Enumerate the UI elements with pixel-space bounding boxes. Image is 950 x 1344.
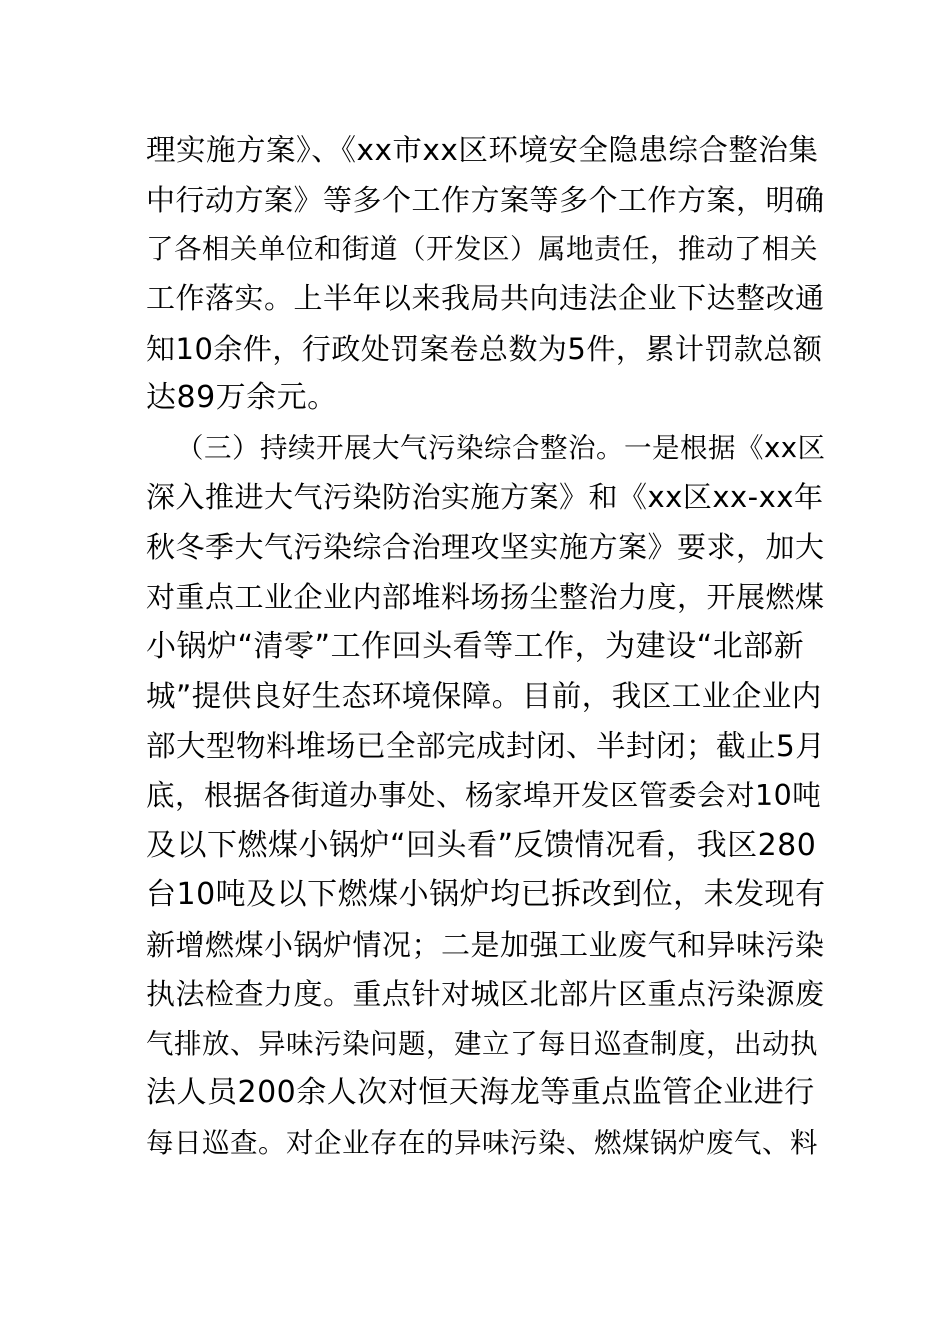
text-line: 城”提供良好生态环境保障。目前，我区工业企业内 [146,679,822,713]
text-line: 知10余件，行政处罚案卷总数为5件，累计罚款总额 [146,332,823,366]
text-line: 部大型物料堆场已全部完成封闭、半封闭；截止5月 [146,729,826,763]
text-line: 每日巡查。对企业存在的异味污染、燃煤锅炉废气、料 [146,1127,818,1159]
text-line: 法人员200余人次对恒天海龙等重点监管企业进行 [146,1075,815,1110]
text-line: 对重点工业企业内部堆料场扬尘整治力度，开展燃煤 [146,580,825,614]
text-line: 执法检查力度。重点针对城区北部片区重点污染源废 [146,977,825,1011]
text-line: 秋冬季大气污染综合治理攻坚实施方案》要求，加大 [146,530,825,564]
text-line: 理实施方案》、《xx市xx区环境安全隐患综合整治集 [146,133,819,167]
text-line: 台10吨及以下燃煤小锅炉均已拆改到位，未发现有 [146,877,826,912]
text-line: 小锅炉“清零”工作回头看等工作，为建设“北部新 [146,629,805,664]
text-line: 中行动方案》等多个工作方案等多个工作方案，明确 [146,183,825,217]
text-line: 及以下燃煤小锅炉“回头看”反馈情况看，我区280 [146,828,817,863]
text-line: 达89万余元。 [146,380,338,415]
text-line: 工作落实。上半年以来我局共向违法企业下达整改通 [146,281,825,315]
text-line: 气排放、异味污染问题，建立了每日巡查制度，出动执 [146,1028,818,1060]
text-line: 深入推进大气污染防治实施方案》和《xx区xx-xx年 [146,480,824,514]
text-line: 了各相关单位和街道（开发区）属地责任，推动了相关 [146,233,818,265]
text-line: 新增燃煤小锅炉情况；二是加强工业废气和异味污染 [146,928,825,962]
text-line: 底，根据各街道办事处、杨家埠开发区管委会对10吨 [146,779,822,812]
paragraph-first-line: （三）持续开展大气污染综合整治。一是根据《xx区 [176,432,826,464]
